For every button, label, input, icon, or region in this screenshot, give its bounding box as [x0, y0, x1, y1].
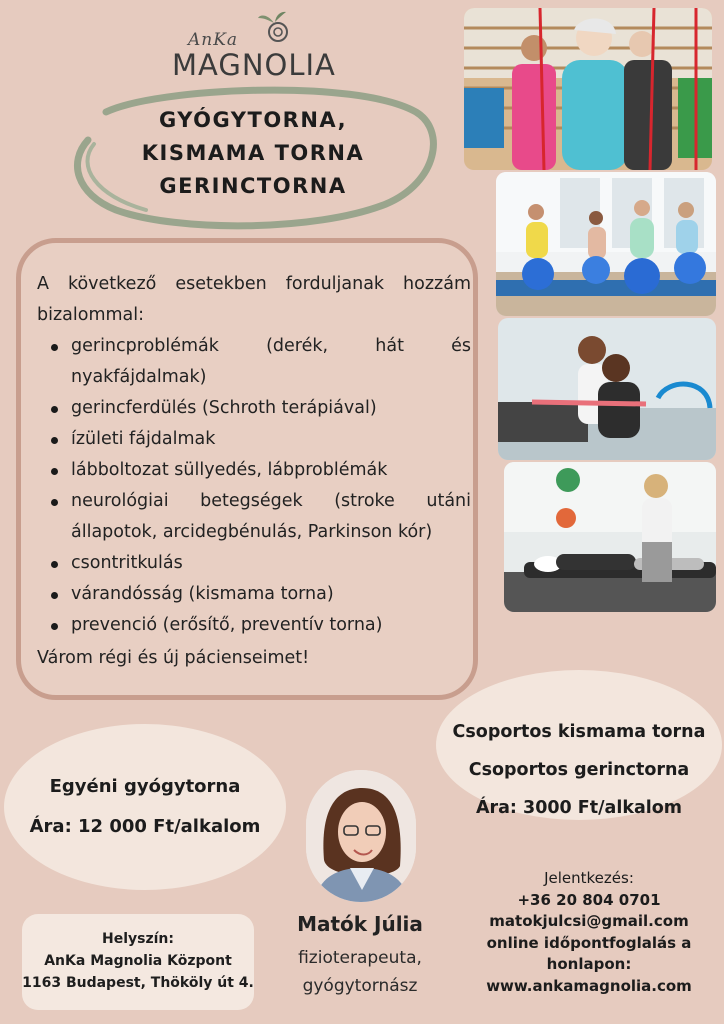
contact-label: Jelentkezés: — [544, 869, 634, 887]
title-block — [66, 82, 440, 230]
page-title — [66, 104, 440, 203]
individual-label: Egyéni gyógytorna — [49, 776, 241, 797]
conditions-list — [37, 331, 471, 641]
magnolia-leaf-icon — [254, 10, 294, 46]
closing-text: Várom régi és új pácienseimet! — [37, 648, 310, 668]
list-item: gerincferdülés (Schroth terápiával) — [37, 393, 471, 424]
logo — [168, 10, 378, 82]
group-price: Ára: 3000 Ft/alkalom — [475, 798, 683, 818]
photo-prenatal-class — [496, 172, 716, 316]
title-line-2: KISMAMA TORNA — [141, 141, 365, 165]
photo-physio-treatment — [504, 462, 716, 612]
list-item: csontritkulás — [37, 548, 471, 579]
location-box — [22, 914, 254, 1010]
conditions-box — [16, 238, 478, 700]
therapist-portrait — [306, 770, 416, 902]
group-price-oval — [436, 670, 722, 820]
contact-phone[interactable]: +36 20 804 0701 — [517, 890, 661, 909]
therapist-role — [280, 944, 440, 1000]
list-item: prevenció (erősítő, preventív torna) — [37, 610, 471, 641]
individual-price: Ára: 12 000 Ft/alkalom — [29, 816, 261, 837]
website-link[interactable]: www.ankamagnolia.com — [486, 976, 692, 995]
title-line-1: GYÓGYTORNA, — [158, 108, 348, 132]
therapist-name: Matók Júlia — [297, 912, 423, 936]
photo-elderly-exercise — [464, 8, 712, 170]
list-item: neurológiai betegségek (stroke utáni állapotok, arcidegbénulás, Parkinson kór) — [37, 486, 471, 548]
contact-email[interactable]: matokjulcsi@gmail.com — [489, 912, 689, 930]
list-item: lábboltozat süllyedés, lábproblémák — [37, 455, 471, 486]
group-prenatal-label: Csoportos kismama torna — [452, 722, 706, 742]
title-line-3: GERINCTORNA — [159, 174, 347, 198]
intro-text: A következő esetekben forduljanak hozzám bizalommal: — [37, 274, 471, 325]
list-item: gerincproblémák (derék, hát és nyakfájdalmak) — [37, 331, 471, 393]
logo-name: MAGNOLIA — [172, 48, 336, 82]
location-label: Helyszín: — [102, 931, 174, 947]
online-booking-line-2: honlapon: — [546, 955, 632, 973]
list-item: várandósság (kismama torna) — [37, 579, 471, 610]
list-item: ízületi fájdalmak — [37, 424, 471, 455]
role-line-2: gyógytornász — [302, 976, 418, 996]
group-spine-label: Csoportos gerinctorna — [468, 760, 690, 780]
photo-therapy-band — [498, 318, 716, 460]
location-place: AnKa Magnolia Központ — [44, 953, 232, 969]
role-line-1: fizioterapeuta, — [298, 948, 422, 968]
contact-info — [472, 868, 706, 997]
individual-price-oval — [4, 724, 286, 890]
online-booking-line-1: online időpontfoglalás a — [486, 933, 692, 952]
logo-script: AnKa — [188, 30, 239, 50]
location-address: 1163 Budapest, Thököly út 4. — [22, 975, 254, 991]
